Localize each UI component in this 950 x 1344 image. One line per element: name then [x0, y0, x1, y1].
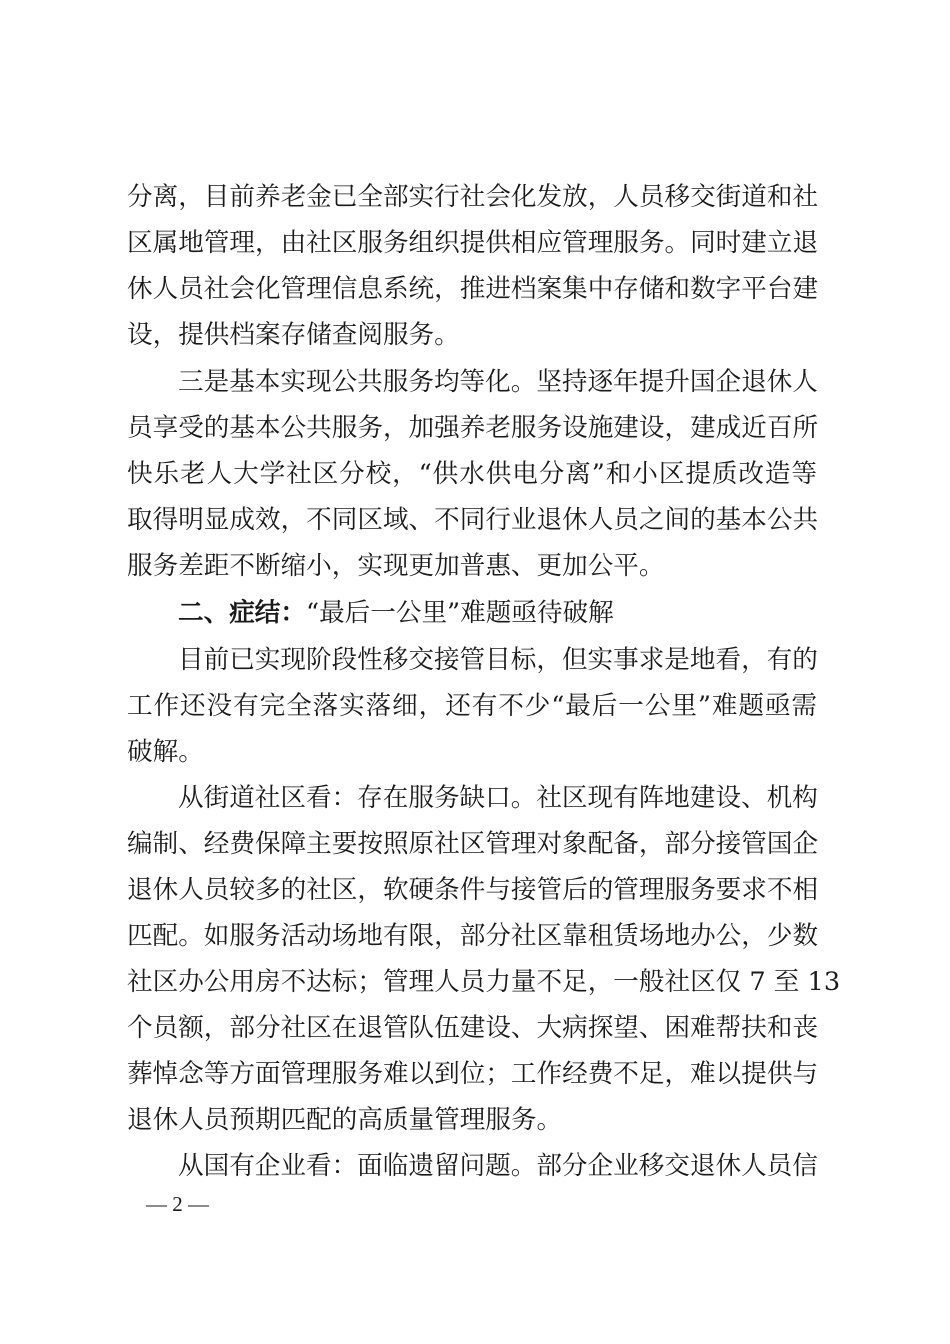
paragraph-4-line-8: 退休人员预期匹配的高质量管理服务。: [127, 1105, 563, 1135]
paragraph-4-line-1: 从街道社区看：存在服务缺口。社区现有阵地建设、机构: [178, 783, 818, 813]
paragraph-1-line-4: 设，提供档案存储查阅服务。: [127, 320, 460, 350]
paragraph-2-line-5: 服务差距不断缩小，实现更加普惠、更加公平。: [127, 551, 665, 581]
paragraph-3-line-1: 目前已实现阶段性移交接管目标，但实事求是地看，有的: [178, 645, 818, 675]
paragraph-4-line-5: 社区办公用房不达标；管理人员力量不足，一般社区仅 7 至 13: [127, 967, 841, 997]
paragraph-3-line-3: 破解。: [127, 737, 204, 767]
paragraph-2-line-3: 快乐老人大学社区分校，“供水供电分离”和小区提质改造等: [127, 459, 817, 489]
paragraph-4-line-4: 匹配。如服务活动场地有限，部分社区靠租赁场地办公，少数: [127, 921, 819, 951]
section-heading-label: 二、症结：: [178, 598, 306, 628]
paragraph-5-line-1: 从国有企业看：面临遗留问题。部分企业移交退休人员信: [178, 1151, 818, 1181]
paragraph-1-line-2: 区属地管理，由社区服务组织提供相应管理服务。同时建立退: [127, 228, 819, 258]
paragraph-1-line-1: 分离，目前养老金已全部实行社会化发放，人员移交街道和社: [127, 182, 819, 212]
paragraph-2-line-4: 取得明显成效，不同区域、不同行业退休人员之间的基本公共: [127, 505, 819, 535]
paragraph-1-line-3: 休人员社会化管理信息系统，推进档案集中存储和数字平台建: [127, 274, 819, 304]
paragraph-4-line-6: 个员额，部分社区在退管队伍建设、大病探望、困难帮扶和丧: [127, 1013, 819, 1043]
paragraph-4-line-7: 葬悼念等方面管理服务难以到位；工作经费不足，难以提供与: [127, 1059, 819, 1089]
paragraph-2-line-2: 员享受的基本公共服务，加强养老服务设施建设，建成近百所: [127, 413, 819, 443]
paragraph-4-line-2: 编制、经费保障主要按照原社区管理对象配备，部分接管国企: [127, 829, 819, 859]
page-number: — 2 —: [146, 1192, 209, 1216]
section-heading-title: “最后一公里”难题亟待破解: [305, 598, 614, 628]
paragraph-4-line-3: 退休人员较多的社区，软硬条件与接管后的管理服务要求不相: [127, 875, 819, 905]
paragraph-3-line-2: 工作还没有完全落实落细，还有不少“最后一公里”难题亟需: [127, 691, 817, 721]
paragraph-2-line-1: 三是基本实现公共服务均等化。坚持逐年提升国企退休人: [178, 367, 818, 397]
section-heading: [178, 590, 817, 636]
